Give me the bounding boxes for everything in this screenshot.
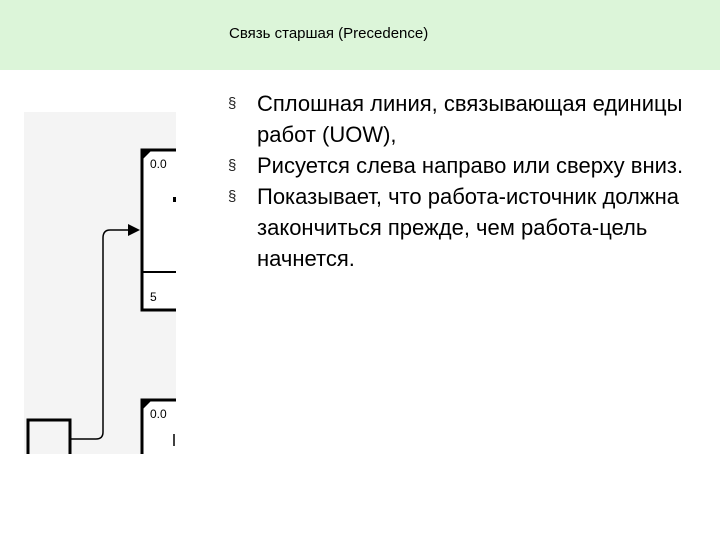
- uow-box-top-label: 0.0: [150, 157, 167, 171]
- idef3-diagram-fragment: [24, 112, 176, 454]
- bullet-text: Сплошная линия, связывающая единицы работ (UOW),: [257, 91, 683, 147]
- uow-box-top-tick: [173, 197, 176, 202]
- bullet-list: [226, 88, 706, 274]
- bullet-item: [226, 150, 706, 181]
- diagram-svg: [24, 112, 176, 454]
- uow-box-bottom-label: 0.0: [150, 407, 167, 421]
- bullet-marker-icon: §: [228, 157, 237, 174]
- title-bar: [0, 0, 720, 70]
- bullet-marker-icon: §: [228, 95, 237, 112]
- bullet-item: [226, 181, 706, 274]
- bullet-text: Рисуется слева направо или сверху вниз.: [257, 153, 684, 178]
- uow-box-top-number: 5: [150, 290, 157, 304]
- bullet-item: [226, 88, 706, 150]
- bullet-marker-icon: §: [228, 188, 237, 205]
- slide-title: Связь старшая (Precedence): [229, 25, 429, 42]
- uow-box-source: [28, 420, 70, 454]
- precedence-link-line: [70, 230, 128, 439]
- bullet-text: Показывает, что работа-источник должна закончиться прежде, чем работа-цель начнется.: [257, 184, 679, 271]
- uow-box-top: [142, 150, 176, 310]
- precedence-arrowhead: [128, 224, 140, 236]
